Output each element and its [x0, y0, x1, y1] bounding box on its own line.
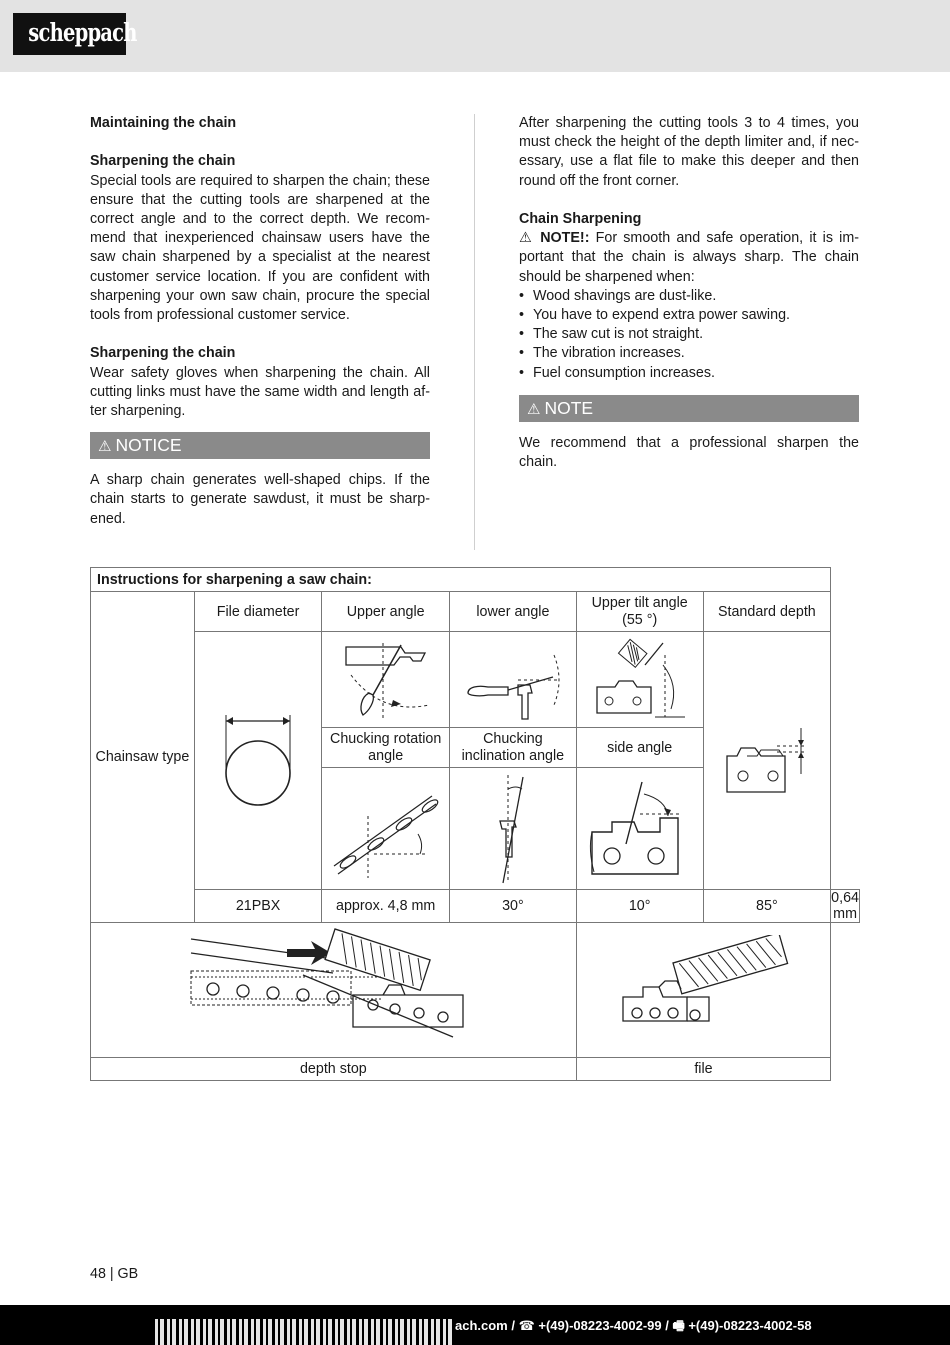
- heading-maintaining: Maintaining the chain: [90, 115, 237, 131]
- header-file-diameter: File diameter: [194, 592, 322, 632]
- value-upper-angle: 30°: [449, 890, 576, 923]
- value-model: 21PBX: [194, 890, 322, 923]
- notice-text: A sharp chain generates well-shaped chips. If the chain starts to generate sawdust, it must be sharpened.: [90, 472, 430, 527]
- standard-depth-diagram: [703, 632, 831, 890]
- paragraph-special-tools: Special tools are required to sharpen the chain; these ensure that the cutting tools are sharpened at the correct angle and to the correct depth. We recommend that inexperienced chainsaw users have the saw chain sharpened by a specialist at the nearest customer service location. If you are confident with sharpening your own saw chain, procure the special tools from professional customer service.: [90, 172, 430, 324]
- list-item: • Wood shavings are dust-like.: [519, 287, 859, 306]
- file-diameter-icon: [218, 711, 298, 811]
- header-upper-angle: Upper angle: [322, 592, 450, 632]
- warning-triangle-icon: ⚠: [98, 438, 112, 456]
- header-side-angle: side angle: [576, 728, 703, 768]
- depth-stop-chain-icon: [183, 925, 483, 1055]
- page-number: 48 | GB: [90, 1266, 139, 1282]
- header-bar: [0, 0, 950, 72]
- paragraph-safety-gloves: Wear safety gloves when sharpening the chain. All cutting links must have the same width and length after sharpening.: [90, 364, 430, 420]
- file-diameter-diagram: [194, 632, 322, 890]
- sharpen-when-list: [519, 287, 859, 383]
- list-item: • You have to expend extra power sawing.: [519, 306, 859, 325]
- label-file: file: [576, 1058, 830, 1081]
- label-depth-stop: depth stop: [91, 1058, 577, 1081]
- chucking-rotation-diagram: [322, 768, 450, 890]
- brand-logo: scheppach: [13, 13, 126, 55]
- upper-angle-diagram: [322, 632, 450, 728]
- note-inline-text: For smooth and safe operation, it is important that the chain is always sharp. The chain should be sharpened when:: [519, 230, 859, 285]
- right-column: [519, 114, 859, 472]
- sharpening-table: [90, 567, 860, 1081]
- note-inline-label: NOTE!:: [540, 230, 590, 247]
- footer-barcode-strip: [155, 1319, 455, 1345]
- warning-triangle-icon: ⚠: [519, 230, 535, 247]
- lower-angle-icon: [458, 635, 568, 725]
- notice-label: NOTICE: [115, 435, 182, 456]
- footer-contact: ach.com / ☎ +(49)-08223-4002-99 / 🖷 +(49)-08223-4002-58: [455, 1318, 812, 1333]
- note-label: NOTE: [544, 397, 594, 418]
- column-divider: [474, 114, 475, 550]
- heading-sharpening-2: Sharpening the chain: [90, 345, 236, 362]
- note-text: We recommend that a professional sharpen the chain.: [519, 434, 859, 471]
- header-standard-depth: Standard depth: [703, 592, 831, 632]
- upper-tilt-icon: [585, 635, 695, 725]
- list-item: • The saw cut is not straight.: [519, 325, 859, 344]
- note-banner: [519, 395, 859, 422]
- value-side-angle: 85°: [703, 890, 831, 923]
- side-angle-icon: [582, 774, 697, 884]
- file-chain-icon: [603, 935, 803, 1045]
- header-chucking-rotation: Chucking rotation angle: [322, 728, 450, 768]
- header-upper-tilt-angle: Upper tilt angle (55 °): [576, 592, 703, 632]
- chucking-inclination-icon: [458, 771, 568, 886]
- file-diagram: [576, 923, 830, 1058]
- header-chucking-inclination: Chucking inclination angle: [449, 728, 576, 768]
- value-standard-depth: 0,64 mm: [831, 890, 859, 922]
- heading-chain-sharpening: Chain Sharpening: [519, 211, 642, 227]
- depth-stop-diagram: [91, 923, 577, 1058]
- note-inline-paragraph: [519, 229, 859, 287]
- list-item: • The vibration increases.: [519, 344, 859, 363]
- footer-bar: [0, 1305, 950, 1345]
- value-lower-angle: 10°: [576, 890, 703, 923]
- table-caption: Instructions for sharpening a saw chain:: [91, 568, 831, 592]
- chainsaw-type-label: Chainsaw type: [91, 592, 195, 923]
- list-item: • Fuel consumption increases.: [519, 364, 859, 383]
- upper-tilt-diagram: [576, 632, 703, 728]
- chucking-rotation-icon: [326, 774, 446, 884]
- heading-sharpening-1: Sharpening the chain: [90, 153, 236, 170]
- chucking-inclination-diagram: [449, 768, 576, 890]
- paragraph-depth-limiter: After sharpening the cutting tools 3 to 4 times, you must check the height of the depth limiter and, if necessary, use a flat file to make this deeper and then round off the front corner.: [519, 115, 859, 189]
- value-file-diameter: approx. 4,8 mm: [322, 890, 450, 923]
- warning-triangle-icon: ⚠: [527, 400, 541, 418]
- lower-angle-diagram: [449, 632, 576, 728]
- standard-depth-icon: [717, 726, 817, 796]
- header-lower-angle: lower angle: [449, 592, 576, 632]
- upper-angle-icon: [331, 635, 441, 725]
- side-angle-diagram: [576, 768, 703, 890]
- left-column: [90, 114, 430, 529]
- notice-banner: [90, 432, 430, 459]
